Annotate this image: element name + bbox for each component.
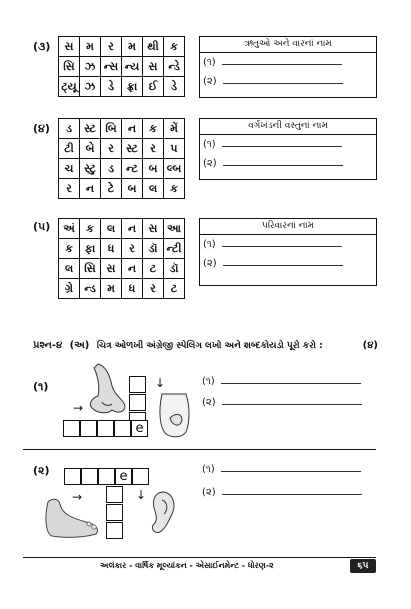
grid-cell: ટી — [59, 139, 80, 159]
grid-cell: ર — [122, 239, 143, 259]
grid-cell: ર — [143, 139, 164, 159]
answer-row-number: (૧) — [203, 57, 216, 68]
arrow-right-icon: → — [72, 490, 83, 504]
section-3-letter-grid — [58, 36, 185, 97]
grid-cell: ધ — [122, 279, 143, 299]
question-label: પ્રશ્ન-૪ — [33, 340, 63, 351]
item-2-number: (૨) — [33, 464, 50, 477]
grid-cell: મેં — [164, 119, 185, 139]
arrow-down-icon: ↓ — [136, 488, 147, 502]
grid-cell: ક — [143, 119, 164, 139]
answer-row[interactable] — [200, 72, 376, 91]
section-4-letter-grid — [58, 118, 185, 199]
grid-cell: ન્ડ — [80, 279, 101, 299]
crossword-box[interactable] — [129, 394, 146, 411]
grid-cell: ક — [164, 37, 185, 57]
answer-row[interactable] — [200, 154, 376, 173]
grid-cell: ડ — [59, 119, 80, 139]
crossword-box[interactable] — [106, 522, 123, 539]
question-part: (અ) — [69, 340, 90, 351]
answer-row[interactable] — [200, 135, 376, 154]
answer-line[interactable] — [222, 493, 362, 495]
grid-cell: ર — [143, 279, 164, 299]
grid-cell: ડ — [101, 159, 122, 179]
answer-row-number: (૧) — [202, 464, 215, 475]
answer-title: પરિવારનાં નામ — [200, 219, 376, 235]
grid-cell: ડૉ — [143, 239, 164, 259]
grid-cell: ડે — [164, 77, 185, 97]
grid-cell: લ્બ — [164, 159, 185, 179]
crossword-box[interactable]: e — [115, 468, 132, 485]
grid-cell: ફ્રા — [122, 77, 143, 97]
grid-cell: સિ — [80, 259, 101, 279]
crossword-box[interactable] — [63, 420, 80, 437]
crossword-box[interactable] — [114, 420, 131, 437]
grid-cell: ક — [80, 219, 101, 239]
section-4-answer-box — [199, 118, 377, 180]
item-2-answer-row-2[interactable] — [202, 487, 362, 498]
grid-cell: થી — [143, 37, 164, 57]
footer-text: અલંકાર - વાર્ષિક મૂલ્યાંકન - એસાઈનમેન્ટ - ધોરણ-૨ — [100, 561, 274, 570]
answer-line[interactable] — [223, 82, 343, 84]
grid-cell: ગ્રે — [59, 279, 80, 299]
grid-cell: ઝ — [80, 77, 101, 97]
section-3-answer-box — [199, 36, 377, 98]
grid-cell: બિ — [101, 119, 122, 139]
grid-cell: આ — [164, 219, 185, 239]
grid-cell: ધ — [101, 239, 122, 259]
grid-cell: સ — [59, 37, 80, 57]
grid-cell: લ — [59, 259, 80, 279]
grid-cell: લ — [101, 219, 122, 239]
grid-cell: ન — [122, 259, 143, 279]
answer-row-number: (૨) — [202, 487, 216, 498]
grid-cell: બ — [122, 179, 143, 199]
grid-cell: ફા — [80, 239, 101, 259]
crossword-box[interactable] — [98, 468, 115, 485]
grid-cell: ડૉ — [164, 259, 185, 279]
grid-cell: ઈ — [143, 77, 164, 97]
grid-cell: ન — [122, 119, 143, 139]
grid-cell: મ — [80, 37, 101, 57]
answer-row[interactable] — [200, 235, 376, 254]
item-1-answer-row-1[interactable] — [202, 376, 361, 387]
grid-cell: મ — [122, 37, 143, 57]
grid-cell: ચ — [59, 159, 80, 179]
grid-cell: સ્ટ — [122, 139, 143, 159]
foot-icon — [42, 494, 102, 540]
section-5-answer-box — [199, 218, 377, 286]
answer-line[interactable] — [222, 245, 342, 247]
answer-title: ઋતુઓ અને વારનાં નામ — [200, 37, 376, 53]
grid-cell: બ — [143, 159, 164, 179]
answer-row-number: (૨) — [203, 76, 217, 87]
grid-cell: ટ — [143, 259, 164, 279]
grid-cell: ન્ય — [122, 57, 143, 77]
ear-icon — [146, 490, 178, 536]
crossword-box[interactable] — [129, 376, 146, 393]
grid-cell: ડે — [101, 77, 122, 97]
grid-cell: ક — [59, 239, 80, 259]
grid-cell: ન — [80, 179, 101, 199]
item-1-number: (૧) — [33, 380, 49, 393]
grid-cell: સ્ટ — [80, 119, 101, 139]
grid-cell: લ — [143, 179, 164, 199]
arrow-down-icon: ↓ — [155, 376, 166, 390]
divider — [23, 449, 376, 450]
grid-cell: ર — [101, 139, 122, 159]
grid-cell: ન — [122, 219, 143, 239]
grid-cell: મ — [101, 279, 122, 299]
grid-cell: બે — [80, 139, 101, 159]
grid-cell: સ — [143, 219, 164, 239]
item-2-answer-row-1[interactable] — [202, 464, 361, 475]
grid-cell: સિ — [59, 57, 80, 77]
answer-line[interactable] — [221, 382, 361, 384]
section-5-number: (૫) — [33, 220, 51, 233]
crossword-box[interactable] — [97, 420, 114, 437]
grid-cell: પ — [164, 139, 185, 159]
grid-cell: ટે — [101, 179, 122, 199]
grid-cell: અં — [59, 219, 80, 239]
crossword-box[interactable] — [106, 504, 123, 521]
grid-cell: ક — [164, 179, 185, 199]
grid-cell: ન્સ — [101, 57, 122, 77]
answer-title: વર્ગખંડની વસ્તુનાં નામ — [200, 119, 376, 135]
arrow-right-icon: → — [73, 401, 84, 415]
page-number: ૬૫ — [350, 559, 376, 573]
crossword-box[interactable] — [80, 420, 97, 437]
answer-line[interactable] — [221, 470, 361, 472]
answer-row-number: (૨) — [203, 258, 217, 269]
section-3-number: (૩) — [33, 40, 51, 53]
footer-rule — [23, 557, 376, 558]
answer-line[interactable] — [223, 164, 343, 166]
grid-cell: ઝ — [80, 57, 101, 77]
answer-line[interactable] — [222, 403, 362, 405]
section-4-number: (૪) — [33, 122, 50, 135]
grid-cell: સ — [101, 259, 122, 279]
grid-cell: ટ — [164, 279, 185, 299]
crossword-box[interactable]: e — [131, 420, 148, 437]
nail-icon — [152, 392, 194, 440]
item-1-answer-row-2[interactable] — [202, 397, 362, 408]
crossword-box[interactable] — [81, 468, 98, 485]
question-text: ચિત્ર ઓળખી અંગ્રેજી સ્પેલિંગ લખો અને શબ્દકોયડો પૂરો કરો : — [96, 341, 323, 351]
grid-cell: ટ્યૂ — [59, 77, 80, 97]
section-5-letter-grid — [58, 218, 185, 299]
answer-row[interactable] — [200, 254, 376, 273]
grid-cell: ન્ટ — [122, 159, 143, 179]
answer-line[interactable] — [223, 264, 343, 266]
answer-row-number: (૧) — [203, 139, 216, 150]
answer-line[interactable] — [222, 63, 342, 65]
answer-row[interactable] — [200, 53, 376, 72]
answer-row-number: (૨) — [203, 158, 217, 169]
grid-cell: ન્ટી — [164, 239, 185, 259]
answer-row-number: (૧) — [202, 376, 215, 387]
crossword-box[interactable] — [132, 468, 149, 485]
question-4-heading — [33, 340, 378, 351]
crossword-box[interactable] — [64, 468, 81, 485]
answer-row-number: (૧) — [203, 239, 216, 250]
question-marks: (૪) — [362, 340, 378, 351]
grid-cell: ન્ડે — [164, 57, 185, 77]
answer-row-number: (૨) — [202, 397, 216, 408]
grid-cell: ર — [101, 37, 122, 57]
crossword-box[interactable] — [106, 486, 123, 503]
nose-icon — [84, 362, 130, 416]
grid-cell: સ — [143, 57, 164, 77]
grid-cell: સ્ટુ — [80, 159, 101, 179]
grid-cell: ર — [59, 179, 80, 199]
answer-line[interactable] — [222, 145, 342, 147]
